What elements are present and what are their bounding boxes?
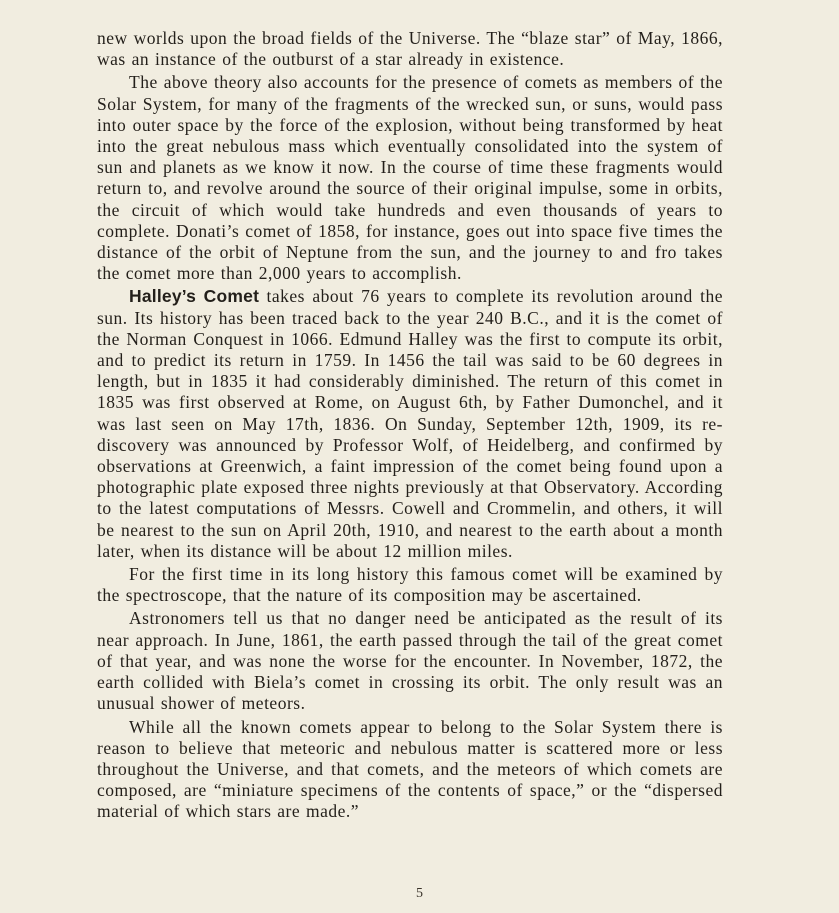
body-text bbox=[97, 28, 723, 825]
paragraph-5: Astronomers tell us that no danger need be anticipated as the result of its near approach. In June, 1861, the earth passed through the tail of the great comet of that year, and was none the worse for the encounter. In November, 1872, the earth collided with Biela’s comet in crossing its orbit. The only result was an unusual shower of meteors. bbox=[97, 608, 723, 714]
paragraph-3 bbox=[97, 286, 723, 562]
paragraph-6: While all the known comets appear to belong to the Solar System there is reason to believe that meteoric and nebulous matter is scattered more or less throughout the Universe, and that comets, and the meteors of which comets are composed, are “miniature specimens of the contents of space,” or the “dispersed material of which stars are made.” bbox=[97, 716, 723, 822]
paragraph-1: new worlds upon the broad fields of the Universe. The “blaze star” of May, 1866, was an instance of the outburst of a star already in existence. bbox=[97, 28, 723, 70]
paragraph-3-text: takes about 76 years to complete its revolution around the sun. Its history has been traced back to the year 240 B.C., and it is the comet of the Norman Conquest in 1066. Edmund Halley was the first to compute its orbit, and to predict its return in 1759. In 1456 the tail was said to be 60 degrees in length, but in 1835 it had considerably diminished. The return of this comet in 1835 was first observed at Rome, on August 6th, by Father Dumonchel, and it was last seen on May 17th, 1836. On Sunday, September 12th, 1909, its re-discovery was announced by Professor Wolf, of Heidelberg, and confirmed by observations at Greenwich, a faint impression of the comet being found upon a photographic plate exposed three nights previously at that Observatory. According to the latest computations of Messrs. Cowell and Crommelin, and others, it will be nearest to the sun on April 20th, 1910, and nearest to the earth about a month later, when its distance will be about 12 million miles. bbox=[97, 286, 723, 561]
paragraph-4: For the first time in its long history this famous comet will be examined by the spectroscope, that the nature of its composition may be ascertained. bbox=[97, 564, 723, 606]
halleys-comet-heading: Halley’s Comet bbox=[129, 286, 260, 307]
paragraph-2: The above theory also accounts for the presence of comets as members of the Solar System, for many of the fragments of the wrecked sun, or suns, would pass into outer space by the force of the explosion, without being transformed by heat into the great nebulous mass which eventually consolidated into the system of sun and planets as we know it now. In the course of time these fragments would return to, and revolve around the source of their original impulse, some in orbits, the circuit of which would take hundreds and even thousands of years to complete. Donati’s comet of 1858, for instance, goes out into space five times the distance of the orbit of Neptune from the sun, and the journey to and fro takes the comet more than 2,000 years to accomplish. bbox=[97, 72, 723, 284]
page-number: 5 bbox=[416, 886, 423, 901]
